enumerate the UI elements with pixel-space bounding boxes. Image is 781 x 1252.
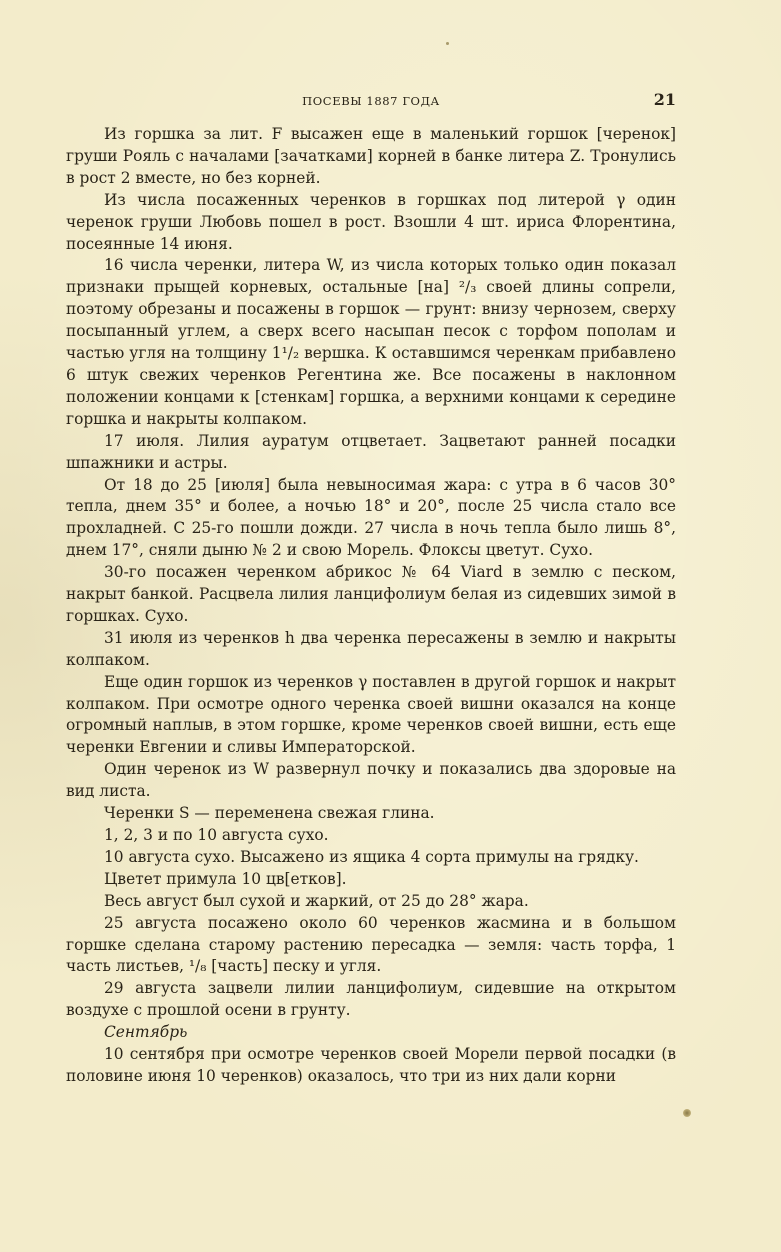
paragraph: Черенки S — переменена свежая глина. <box>104 804 435 823</box>
page-number: 21 <box>653 90 676 109</box>
paragraph: Из числа посаженных черенков в горшках под литерой γ один черенок груши Любовь пошел в рост. Взошли 4 шт. ириса Флорентина, посеянные 14 июня. <box>66 190 676 253</box>
paragraph: 25 августа посажено около 60 черенков жасмина и в большом горшке сделана старому растению пересадка — земля: часть торфа, 1 часть листьев, ¹/₈ [часть] песку и угля. <box>66 913 676 976</box>
paragraph: 29 августа зацвели лилии ланцифолиум, сидевшие на открытом воздухе с прошлой осени в грунту. <box>66 979 676 1020</box>
paragraph: 1, 2, 3 и по 10 августа сухо. <box>104 826 329 844</box>
paragraph: 16 числа черенки, литера W, из числа которых только один показал признаки прыщей корневых, остальные [на] ²/₃ своей длины сопрели, поэтому обрезаны и посажены в горшок — грунт: внизу чернозем, сверху посыпанный углем, а сверх всего насыпан песок с торфом пополам и частью угля на толщину 1¹/₂ вершка. К оставшимся черенкам прибавлено 6 штук свежих черенков Регентина же. Все посажены в наклонном положении концами к [стенкам] горшка, а верхними концами к середине горшка и накрыты колпаком. <box>66 256 676 428</box>
paper-speck <box>446 42 449 45</box>
paragraph: 10 сентября при осмотре черенков своей Морели первой посадки (в половине июня 10 черенков) оказалось, что три из них дали корни <box>66 1045 676 1085</box>
paragraph: Один черенок из W развернул почку и показались два здоровые на вид листа. <box>66 760 676 801</box>
paragraph: Цветет примула 10 цв[етков]. <box>104 869 347 888</box>
body-text <box>66 124 676 1088</box>
paragraph: Еще один горшок из черенков γ поставлен в другой горшок и накрыт колпаком. При осмотре одного черенка своей вишни оказался на конце огромный наплыв, в этом горшке, кроме черенков своей вишни, есть еще черенки Евгении и сливы Императорской. <box>66 672 676 757</box>
paragraph: От 18 до 25 [июля] была невыносимая жара: с утра в 6 часов 30° тепла, днем 35° и более, а ночью 18° и 20°, после 25 числа стало все прохладней. С 25-го пошли дожди. 27 числа в ночь тепла было лишь 8°, днем 17°, сняли дыню № 2 и свою Морель. Флоксы цветут. Сухо. <box>66 475 676 560</box>
running-head: ПОСЕВЫ 1887 ГОДА <box>302 94 440 108</box>
paragraph: 30-го посажен черенком абрикос № 64 Viard в землю с песком, накрыт банкой. Расцвела лилия ланцифолиум белая из сидевших зимой в горшках. Сухо. <box>66 563 676 625</box>
page-header <box>66 92 676 114</box>
paragraph: Весь август был сухой и жаркий, от 25 до 28° жара. <box>104 891 529 910</box>
paper-stain <box>683 1109 691 1117</box>
paragraph: Из горшка за лит. F высажен еще в маленький горшок [черенок] груши Рояль с началами [зачатками] корней в банке литера Z. Тронулись в рост 2 вместе, но без корней. <box>66 125 676 187</box>
paragraph: 17 июля. Лилия ауратум отцветает. Зацветают ранней посадки шпажники и астры. <box>66 431 676 472</box>
section-heading: Сентябрь <box>104 1023 188 1042</box>
paragraph: 31 июля из черенков h два черенка пересажены в землю и накрыты колпаком. <box>66 628 676 669</box>
paragraph: 10 августа сухо. Высажено из ящика 4 сорта примулы на грядку. <box>104 847 639 866</box>
